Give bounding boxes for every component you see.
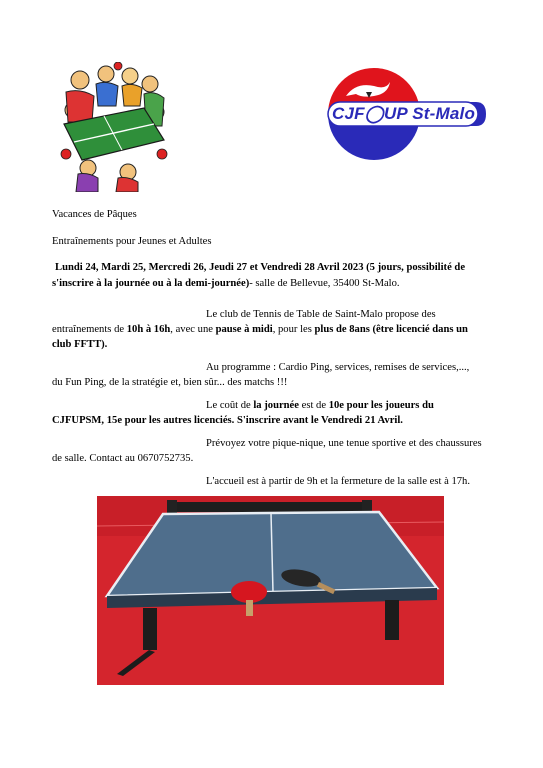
p3-day: la journée xyxy=(253,400,299,411)
p4-line-1: Prévoyez votre pique-nique, une tenue sportive et des chaussures xyxy=(206,438,482,449)
dates-line-1: Lundi 24, Mardi 25, Mercredi 26, Jeudi 27 et Vendredi 28 Avril 2023 (5 jours, possibilité de xyxy=(55,262,466,273)
ping-pong-table-photo xyxy=(97,496,444,685)
club-logo xyxy=(326,64,488,164)
doc-subtitle: Entraînements pour Jeunes et Adultes xyxy=(52,236,212,247)
p3-text-c: est de xyxy=(298,400,329,411)
p1-text-a: entraînements de xyxy=(52,324,127,335)
dates-location: - salle de Bellevue, 35400 St-Malo. xyxy=(249,278,400,289)
p1-lunch: pause à midi xyxy=(215,324,273,335)
p3-line-1 xyxy=(206,398,434,414)
p1-text-c: , avec une xyxy=(170,324,216,335)
p2-line-1: Au programme : Cardio Ping, services, remises de services,..., xyxy=(206,362,470,373)
p3-price: 10e pour les joueurs du xyxy=(328,400,434,411)
p1-age: plus de 8ans (être licencié dans un xyxy=(314,324,468,335)
doc-title: Vacances de Pâques xyxy=(52,209,137,220)
ping-pong-cartoon-illustration xyxy=(58,62,168,192)
p3-text-a: Le coût de xyxy=(206,400,254,411)
p4-line-2: de salle. Contact au 0670752735. xyxy=(52,453,194,464)
p5-line: L'accueil est à partir de 9h et la fermeture de la salle est à 17h. xyxy=(206,476,470,487)
club-logo-text: CJF◯UP St-Malo xyxy=(332,104,476,123)
p1-hours: 10h à 16h xyxy=(126,324,171,335)
p2-line-2: du Fun Ping, de la stratégie et, bien sûr... des matchs !!! xyxy=(52,377,288,388)
p3-line-2: CJFUPSM, 15e pour les autres licenciés. S'inscrire avant le Vendredi 21 Avril. xyxy=(52,415,403,426)
p1-text-d: , pour les xyxy=(272,324,315,335)
p1-line-3: club FFTT). xyxy=(52,339,108,350)
p1-line-1: Le club de Tennis de Table de Saint-Malo propose des xyxy=(206,309,436,320)
dates-line-2 xyxy=(52,276,400,292)
dates-bold: s'inscrire à la journée ou à la demi-journée) xyxy=(52,278,250,289)
p1-line-2 xyxy=(52,322,468,338)
